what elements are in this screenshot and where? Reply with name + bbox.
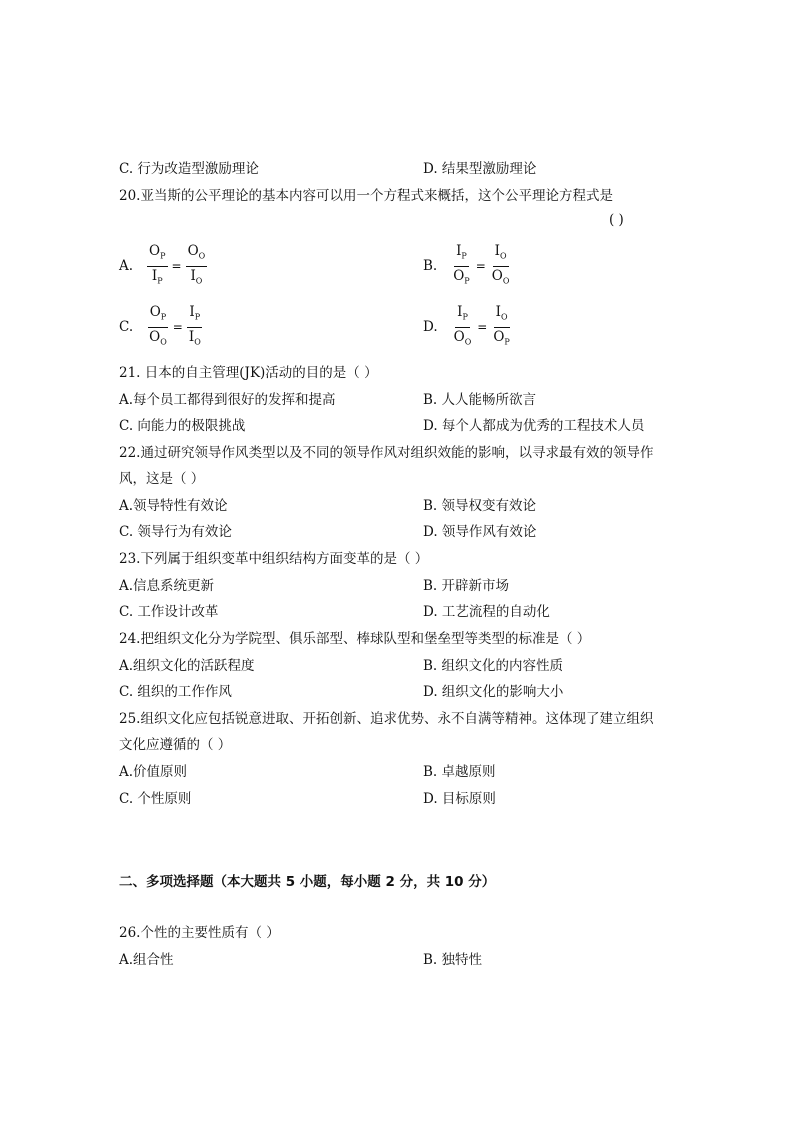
q19-option-d: D. 结果型激励理论	[423, 161, 537, 177]
q26-stem: 26.个性的主要性质有（ ）	[119, 925, 280, 941]
q25-option-a: A.价值原则	[119, 764, 188, 780]
q24-option-b: B. 组织文化的内容性质	[423, 658, 564, 674]
q23-option-c: C. 工作设计改革	[119, 604, 219, 620]
q21-option-b: B. 人人能畅所欲言	[423, 392, 537, 408]
q26-option-b: B. 独特性	[423, 952, 483, 968]
q25-option-d: D. 目标原则	[423, 791, 496, 807]
q25-stem-line1: 25.组织文化应包括锐意进取、开拓创新、追求优势、永不自满等精神。这体现了建立组织	[119, 711, 654, 727]
q23-option-a: A.信息系统更新	[119, 578, 215, 594]
q22-option-d: D. 领导作风有效论	[423, 524, 537, 540]
q23-option-b: B. 开辟新市场	[423, 578, 510, 594]
q22-option-a: A.领导特性有效论	[119, 498, 228, 514]
q21-option-d: D. 每个人都成为优秀的工程技术人员	[423, 418, 645, 434]
q20-option-a: A. $\frac{O_P}{I_P}$ = $\frac{O_O}{I_O}$	[119, 243, 206, 286]
q25-stem-line2: 文化应遵循的（ ）	[119, 737, 232, 753]
q25-option-b: B. 卓越原则	[423, 764, 496, 780]
q21-option-c: C. 向能力的极限挑战	[119, 418, 246, 434]
q24-stem: 24.把组织文化分为学院型、俱乐部型、棒球队型和堡垒型等类型的标准是（ ）	[119, 631, 591, 647]
q24-option-a: A.组织文化的活跃程度	[119, 658, 255, 674]
q21-stem: 21. 日本的自主管理(JK)活动的目的是（ ）	[119, 365, 378, 381]
q22-option-b: B. 领导权变有效论	[423, 498, 537, 514]
q22-option-c: C. 领导行为有效论	[119, 524, 232, 540]
q21-option-a: A.每个员工都得到很好的发挥和提高	[119, 392, 336, 408]
q23-option-d: D. 工艺流程的自动化	[423, 604, 550, 620]
q25-option-c: C. 个性原则	[119, 791, 192, 807]
section-2-heading: 二、多项选择题（本大题共 5 小题，每小题 2 分，共 10 分）	[119, 874, 496, 890]
q22-stem-line1: 22.通过研究领导作风类型以及不同的领导作风对组织效能的影响，以寻求最有效的领导作	[119, 445, 654, 461]
q20-stem: 20.亚当斯的公平理论的基本内容可以用一个方程式来概括，这个公平理论方程式是	[119, 188, 613, 204]
q20-answer-paren: ( )	[609, 212, 624, 228]
q20-option-d: D. $\frac{I_P}{O_O}$ = $\frac{I_O}{O_P}$	[423, 304, 510, 347]
q20-option-b: B. $\frac{I_P}{O_P}$ = $\frac{I_O}{O_O}$	[423, 243, 510, 286]
q23-stem: 23.下列属于组织变革中组织结构方面变革的是（ ）	[119, 551, 429, 567]
q22-stem-line2: 风，这是（ ）	[119, 471, 205, 487]
q19-option-c: C. 行为改造型激励理论	[119, 161, 259, 177]
q20-option-c: C. $\frac{O_P}{O_O}$ = $\frac{I_P}{I_O}$	[119, 304, 201, 347]
q24-option-c: C. 组织的工作作风	[119, 684, 232, 700]
q24-option-d: D. 组织文化的影响大小	[423, 684, 564, 700]
q26-option-a: A.组合性	[119, 952, 174, 968]
